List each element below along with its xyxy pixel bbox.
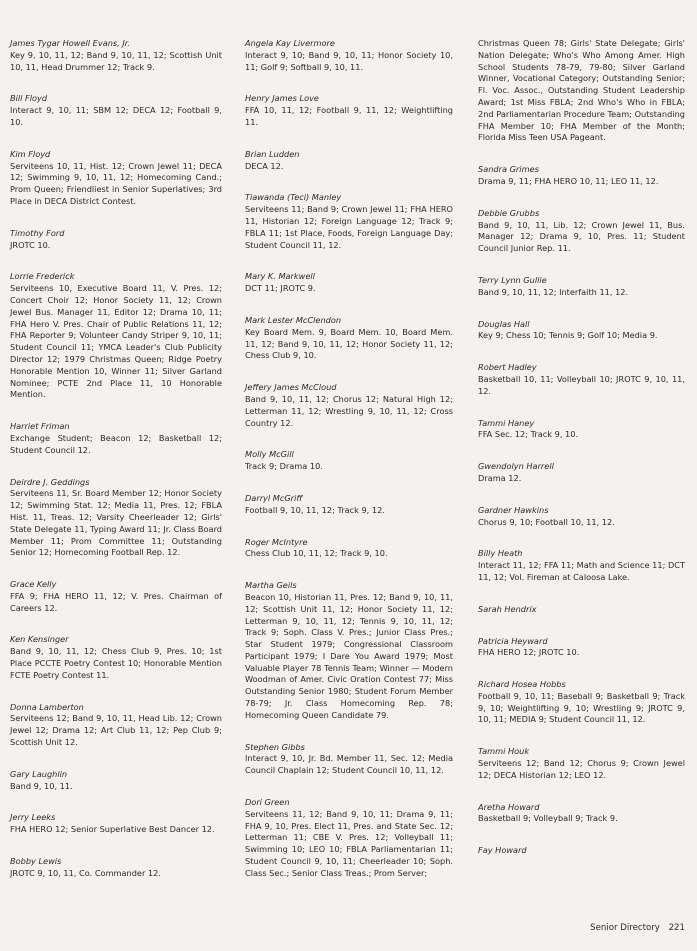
- section-title: Senior Directory: [590, 923, 660, 933]
- student-name: Billy Heath: [478, 548, 523, 559]
- directory-entry: [10, 228, 222, 252]
- student-activities: Interact 11, 12; FFA 11; Math and Science 11; DCT 11, 12; Vol. Fireman at Caloosa Lake.: [478, 560, 685, 582]
- directory-entry: [478, 802, 685, 826]
- student-name: Dori Green: [245, 797, 290, 808]
- student-activities: DECA 12.: [245, 160, 284, 171]
- directory-entry: [478, 505, 685, 529]
- student-name: Bill Floyd: [10, 93, 48, 104]
- page-footer: [590, 923, 685, 933]
- student-name: Sandra Grimes: [478, 164, 539, 175]
- student-activities: Football 9, 10, 11, 12; Track 9, 12.: [245, 504, 385, 515]
- student-name: Gary Laughlin: [10, 768, 68, 779]
- student-name: Gwendolyn Harrell: [478, 461, 554, 472]
- directory-entry: [478, 604, 685, 616]
- student-activities: Key 9, 10, 11, 12; Band 9, 10, 11, 12; Scottish Unit 10, 11, Head Drummer 12; Track 9.: [10, 49, 222, 72]
- directory-entry: [478, 461, 685, 485]
- student-activities: FHA HERO 12; JROTC 10.: [478, 647, 580, 658]
- student-activities: Exchange Student; Beacon 12; Basketball 12; Student Council 12.: [10, 432, 222, 455]
- directory-entry: [245, 797, 453, 880]
- directory-entry: [478, 746, 685, 781]
- student-name: Deirdre J. Geddings: [10, 476, 90, 487]
- directory-entry: [245, 382, 453, 429]
- student-activities: Drama 9, 11; FHA HERO 10, 11; LEO 11, 12.: [478, 175, 659, 186]
- student-activities: Band 9, 10, 11, 12; Interfaith 11, 12.: [478, 286, 629, 297]
- directory-entry: [10, 856, 222, 880]
- student-activities: Serviteens 11; Band 9; Crown Jewel 11; FHA HERO 11, Historian 12; Foreign Language 12; Track 9; FBLA 11; 1st Place, Foods, Foreign Language Day; Student Council 11, 12.: [245, 204, 453, 250]
- student-name: Lorrie Frederick: [10, 271, 75, 282]
- directory-entry: [245, 93, 453, 128]
- student-activities: Interact 9, 10, 11; SBM 12; DECA 12; Football 9, 10.: [10, 105, 222, 127]
- student-activities: Serviteens 10, Executive Board 11, V. Pres. 12; Concert Choir 12; Honor Society 11, 12; Crown Jewel Bus. Manager 11, Editor 12; Drama 10, 11; FHA Hero V. Pres. Chair of Public Relations 11, 12; FHA Reporter 9; Volunteer Candy Striper 9, 10, 11; Student Council 11; YMCA Leader's Club Publicity Director 12; 1979 Christmas Queen; Ridge Poetry Honorable Mention 10, Winner 11; Silver Garland Nominee; PCTE 2nd Place 11, 10 Honorable Mention.: [10, 283, 222, 400]
- student-name: Mark Lester McClendon: [245, 314, 342, 325]
- student-activities: Drama 12.: [478, 472, 522, 483]
- directory-entry: [478, 164, 685, 188]
- directory-entry: [478, 845, 685, 857]
- student-activities: Band 9, 10, 11, 12; Chess Club 9, Pres. 10; 1st Place PCCTE Poetry Contest 10; Honorable Mention FCTE Poetry Contest 11.: [10, 646, 222, 680]
- directory-entry: [245, 149, 453, 173]
- student-activities: JROTC 9, 10, 11, Co. Commander 12.: [10, 867, 161, 878]
- student-activities: JROTC 10.: [10, 239, 51, 250]
- directory-entry: [478, 679, 685, 726]
- student-activities: FFA Sec. 12; Track 9, 10.: [478, 429, 579, 440]
- student-name: Douglas Hall: [478, 318, 530, 329]
- directory-entry: [245, 742, 453, 777]
- student-activities: Serviteens 11, Sr. Board Member 12; Honor Society 12; Swimming Stat. 12; Media 11, Pres. 12; FBLA Hist. 11, Treas. 12; Varsity Cheerleader 12; Girls' State Delegate 11, Typing Award 11; Jr. Class Board Member 11; Prom Committee 11; Outstanding Senior 12; Homecoming Football Rep. 12.: [10, 488, 222, 558]
- directory-entry: [10, 421, 222, 456]
- directory-entry: [10, 812, 222, 836]
- student-activities: Chorus 9, 10; Football 10, 11, 12.: [478, 516, 615, 527]
- directory-entry: [10, 477, 222, 560]
- student-name: Tammi Haney: [478, 417, 535, 428]
- student-name: Patricia Heyward: [478, 635, 548, 646]
- page-number: 221: [668, 923, 685, 933]
- directory-entry: [10, 634, 222, 681]
- directory-entry: [478, 38, 685, 144]
- student-name: Jeffery James McCloud: [245, 382, 337, 393]
- directory-entry: [245, 38, 453, 73]
- student-name: Angela Kay Livermore: [245, 38, 335, 48]
- student-activities: Basketball 10, 11; Volleyball 10; JROTC 9, 10, 11, 12.: [478, 373, 685, 396]
- student-name: Timothy Ford: [10, 227, 65, 238]
- student-name: Jerry Leeks: [10, 812, 56, 823]
- directory-entry: [478, 208, 685, 255]
- student-name: Molly McGill: [245, 449, 294, 460]
- student-name: Martha Geils: [245, 580, 297, 591]
- student-activities: Christmas Queen 78; Girls' State Delegate; Girls' Nation Delegate; Who's Who Among Amer. High School Students 78-79, 79-80; Silver Garland Winner, Vocational Category; Outstanding Senior; Fl. Voc. Assoc., Outstanding Student Leadership Award; 1st Miss FBLA; 2nd Who's Who in FBLA; 2nd Parliamentarian Procedure Team; Outstanding FHA Member 10; FHA Member of the Month; Florida Miss Teen USA Pageant.: [478, 38, 685, 143]
- directory-entry: [478, 362, 685, 397]
- directory-entry: [10, 769, 222, 793]
- directory-entry: [10, 271, 222, 401]
- student-activities: FHA HERO 12; Senior Superlative Best Dancer 12.: [10, 824, 215, 835]
- directory-entry: [245, 537, 453, 561]
- student-name: Aretha Howard: [478, 801, 540, 812]
- student-activities: Basketball 9; Volleyball 9; Track 9.: [478, 813, 618, 824]
- student-activities: Beacon 10, Historian 11, Pres. 12; Band 9, 10, 11, 12; Scottish Unit 11, 12; Honor Society 11, 12; Letterman 9, 10, 11, 12; Tennis 9, 10, 11, 12; Track 9; Soph. Class V. Pres.; Junior Class Pres.; Star Student 1979; Congressional Classroom Participant 1979; I Dare You Award 1979; Most Valuable Player 78 Tennis Team; Winner — Modern Woodman of Amer. Civic Oration Contest 77; Miss Outstanding Senior 1980; Student Forum Member 78-79; Jr. Class Homecoming Rep. 78; Homecoming Queen Candidate 79.: [245, 591, 453, 720]
- student-name: Roger McIntyre: [245, 536, 308, 547]
- directory-entry: [10, 93, 222, 128]
- student-activities: Key Board Mem. 9, Board Mem. 10, Board Mem. 11, 12; Band 9, 10, 11, 12; Honor Society 11, 12; Chess Club 9, 10.: [245, 326, 453, 361]
- student-activities: Football 9, 10, 11; Baseball 9; Basketball 9; Track 9, 10; Weightlifting 9, 10; Wrestling 9; JROTC 9, 10, 11; MEDIA 9; Student Council 11, 12.: [478, 690, 685, 725]
- student-name: Grace Kelly: [10, 579, 57, 590]
- directory-entry: [245, 449, 453, 473]
- student-name: Debbie Grubbs: [478, 207, 540, 218]
- student-activities: Key 9; Chess 10; Tennis 9; Golf 10; Media 9.: [478, 330, 658, 341]
- student-name: Kim Floyd: [10, 148, 51, 159]
- directory-entry: [245, 580, 453, 722]
- student-name: Harriet Friman: [10, 421, 70, 432]
- student-name: Richard Hosea Hobbs: [478, 679, 566, 690]
- student-name: Darryl McGriff: [245, 492, 303, 503]
- student-name: Fay Howard: [478, 845, 527, 856]
- directory-entry: [478, 319, 685, 343]
- directory-entry: [10, 579, 222, 614]
- student-name: Bobby Lewis: [10, 856, 62, 867]
- student-name: Tammi Houk: [478, 746, 530, 757]
- student-activities: Serviteens 11, 12; Band 9, 10, 11; Drama 9, 11; FHA 9, 10, Pres. Elect 11, Pres. and State Sec. 12; Letterman 11; CBE V. Pres. 12; Volleyball 11; Swimming 10; LEO 10; FBLA Parliamentarian 11; Student Council 9, 10, 11; Cheerleader 10; Soph. Class Sec.; Senior Class Treas.; Prom Server;: [245, 808, 453, 878]
- student-activities: FFA 10, 11, 12; Football 9, 11, 12; Weightlifting 11.: [245, 105, 453, 127]
- student-name: Gardner Hawkins: [478, 504, 549, 515]
- student-name: Tiawanda (Teci) Manley: [245, 192, 342, 203]
- student-name: Robert Hadley: [478, 362, 537, 373]
- student-activities: FFA 9; FHA HERO 11, 12; V. Pres. Chairman of Careers 12.: [10, 590, 222, 613]
- student-name: Henry James Love: [245, 93, 319, 104]
- directory-entry: [10, 149, 222, 208]
- student-name: Brian Ludden: [245, 148, 300, 159]
- directory-column-1: [10, 38, 222, 900]
- student-activities: Interact 9, 10; Band 9, 10, 11; Honor Society 10, 11; Golf 9; Softball 9, 10, 11.: [245, 49, 453, 72]
- directory-column-3: [478, 38, 685, 877]
- student-name: Stephen Gibbs: [245, 741, 305, 752]
- student-activities: Band 9, 10, 11, Lib. 12; Crown Jewel 11, Bus. Manager 12; Drama 9, 10, Pres. 11; Student Council Junior Rep. 11.: [478, 219, 685, 254]
- student-activities: Serviteens 10, 11, Hist. 12; Crown Jewel 11; DECA 12; Swimming 9, 10, 11, 12; Homecoming Cand.; Prom Queen; Friendliest in Senior Superlatives; 3rd Place in DECA District Contest.: [10, 160, 222, 206]
- student-name: Donna Lamberton: [10, 701, 84, 712]
- student-name: Terry Lynn Gullie: [478, 274, 547, 285]
- student-activities: Interact 9, 10, Jr. Bd. Member 11, Sec. 12; Media Council Chaplain 12; Student Council 10, 11, 12.: [245, 753, 453, 776]
- student-activities: Band 9, 10, 11.: [10, 780, 73, 791]
- student-activities: Serviteens 12; Band 12; Chorus 9; Crown Jewel 12; DECA Historian 12; LEO 12.: [478, 758, 685, 780]
- directory-entry: [245, 493, 453, 517]
- student-name: Mary K. Markwell: [245, 271, 315, 282]
- student-activities: DCT 11; JROTC 9.: [245, 283, 316, 294]
- student-activities: Chess Club 10, 11, 12; Track 9, 10.: [245, 548, 388, 559]
- directory-entry: [478, 636, 685, 660]
- directory-entry: [10, 38, 222, 73]
- directory-entry: [245, 315, 453, 362]
- student-activities: Track 9; Drama 10.: [245, 461, 323, 472]
- directory-entry: [478, 548, 685, 583]
- student-name: James Tygar Howell Evans, Jr.: [10, 38, 131, 48]
- student-activities: Serviteens 12; Band 9, 10, 11, Head Lib. 12; Crown Jewel 12; Drama 12; Art Club 11, 12; Pep Club 9; Scottish Unit 12.: [10, 713, 222, 748]
- directory-entry: [478, 418, 685, 442]
- directory-entry: [245, 192, 453, 251]
- directory-entry: [245, 271, 453, 295]
- directory-column-2: [245, 38, 453, 900]
- student-activities: Band 9, 10, 11, 12; Chorus 12; Natural High 12; Letterman 11, 12; Wrestling 9, 10, 11, 12; Cross Country 12.: [245, 393, 453, 428]
- student-name: Ken Kensinger: [10, 634, 69, 645]
- directory-entry: [478, 275, 685, 299]
- directory-entry: [10, 702, 222, 749]
- student-name: Sarah Hendrix: [478, 603, 537, 614]
